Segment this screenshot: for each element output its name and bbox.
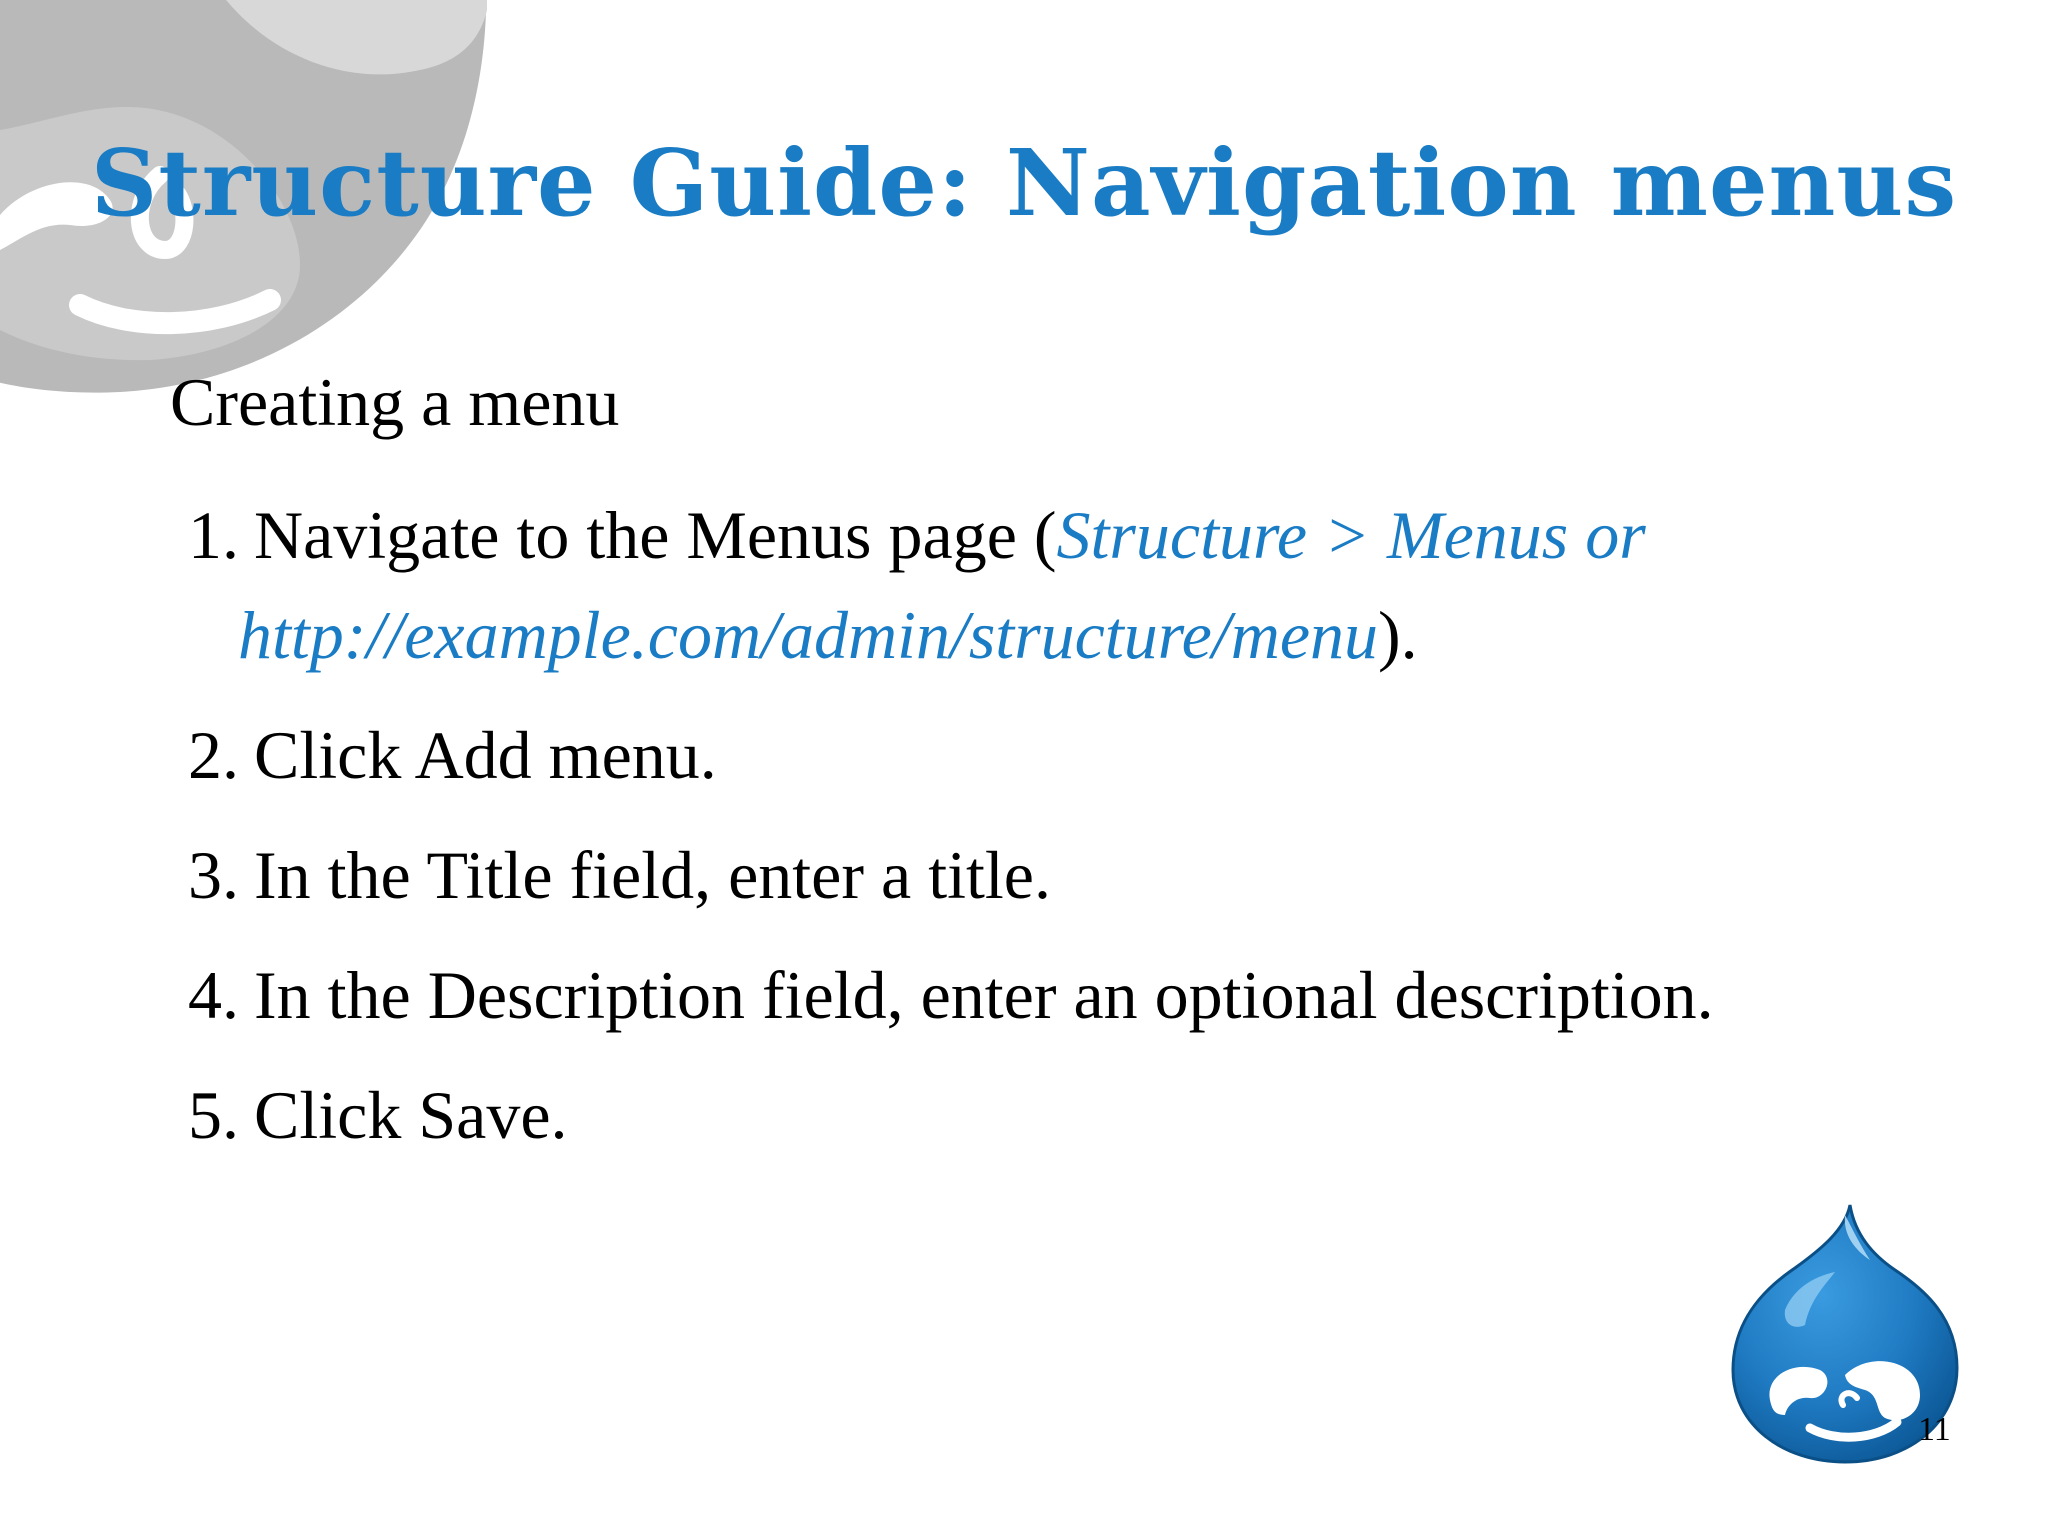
step-text: In the Title field, enter a title. [254, 837, 1051, 913]
slide-title: Structure Guide: Navigation menus [90, 129, 1958, 237]
menus-path-link[interactable]: Structure > Menus or [1056, 497, 1646, 573]
step-item-1 [188, 485, 1646, 685]
step-number: 1. [188, 497, 239, 573]
step-item-2 [188, 705, 717, 805]
step-text-end: ). [1378, 597, 1418, 673]
step-text: Click Add menu. [254, 717, 717, 793]
step-item-4 [188, 945, 1714, 1045]
step-text: Click Save. [254, 1077, 568, 1153]
step-number: 2. [188, 717, 239, 793]
step-number: 4. [188, 957, 239, 1033]
step-number: 5. [188, 1077, 239, 1153]
page-number: 11 [1918, 1411, 1951, 1448]
step-text: Navigate to the Menus page ( [254, 497, 1057, 573]
step-item-3 [188, 825, 1051, 925]
slide-subtitle: Creating a menu [170, 364, 620, 440]
step-continuation [188, 585, 1646, 685]
step-number: 3. [188, 837, 239, 913]
step-item-5 [188, 1065, 568, 1165]
step-text: In the Description field, enter an optional description. [254, 957, 1714, 1033]
menu-admin-url-link[interactable]: http://example.com/admin/structure/menu [238, 597, 1379, 673]
